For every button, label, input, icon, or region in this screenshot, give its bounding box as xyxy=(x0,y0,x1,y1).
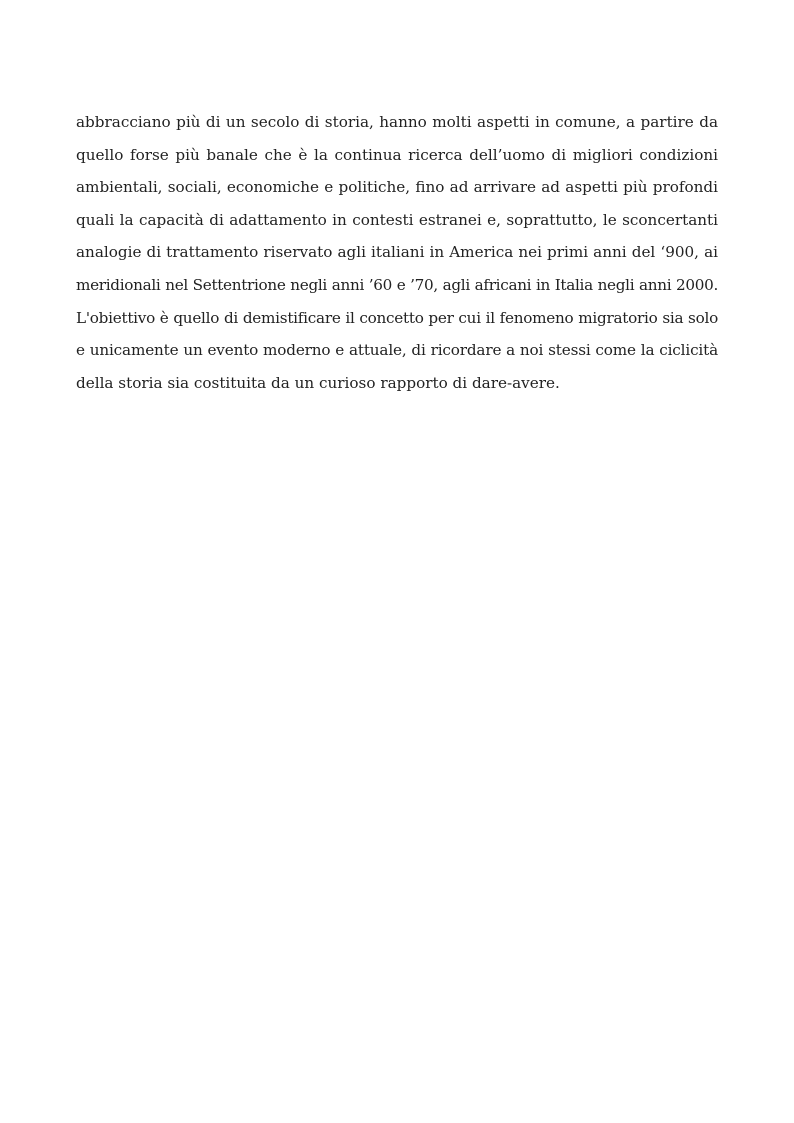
paragraph-line: della storia sia costituita da un curioso rapporto di dare-avere. xyxy=(76,373,560,392)
paragraph-line: meridionali nel Settentrione negli anni ’60 e ’70, agli africani in Italia negli anni 2000. xyxy=(76,275,718,294)
body-paragraph xyxy=(76,106,718,399)
paragraph-line: abbracciano più di un secolo di storia, hanno molti aspetti in comune, a partire da xyxy=(76,113,718,131)
paragraph-line: analogie di trattamento riservato agli italiani in America nei primi anni del ‘900, ai xyxy=(76,243,718,262)
paragraph-line: L'obiettivo è quello di demistificare il concetto per cui il fenomeno migratorio sia solo xyxy=(76,308,718,327)
paragraph-line: ambientali, sociali, economiche e politiche, fino ad arrivare ad aspetti più profondi xyxy=(76,178,718,197)
paragraph-line: quali la capacità di adattamento in contesti estranei e, soprattutto, le sconcertanti xyxy=(76,210,718,229)
paragraph-line: quello forse più banale che è la continua ricerca dell’uomo di migliori condizioni xyxy=(76,145,718,164)
paragraph-line: e unicamente un evento moderno e attuale, di ricordare a noi stessi come la ciclicità xyxy=(76,341,718,360)
